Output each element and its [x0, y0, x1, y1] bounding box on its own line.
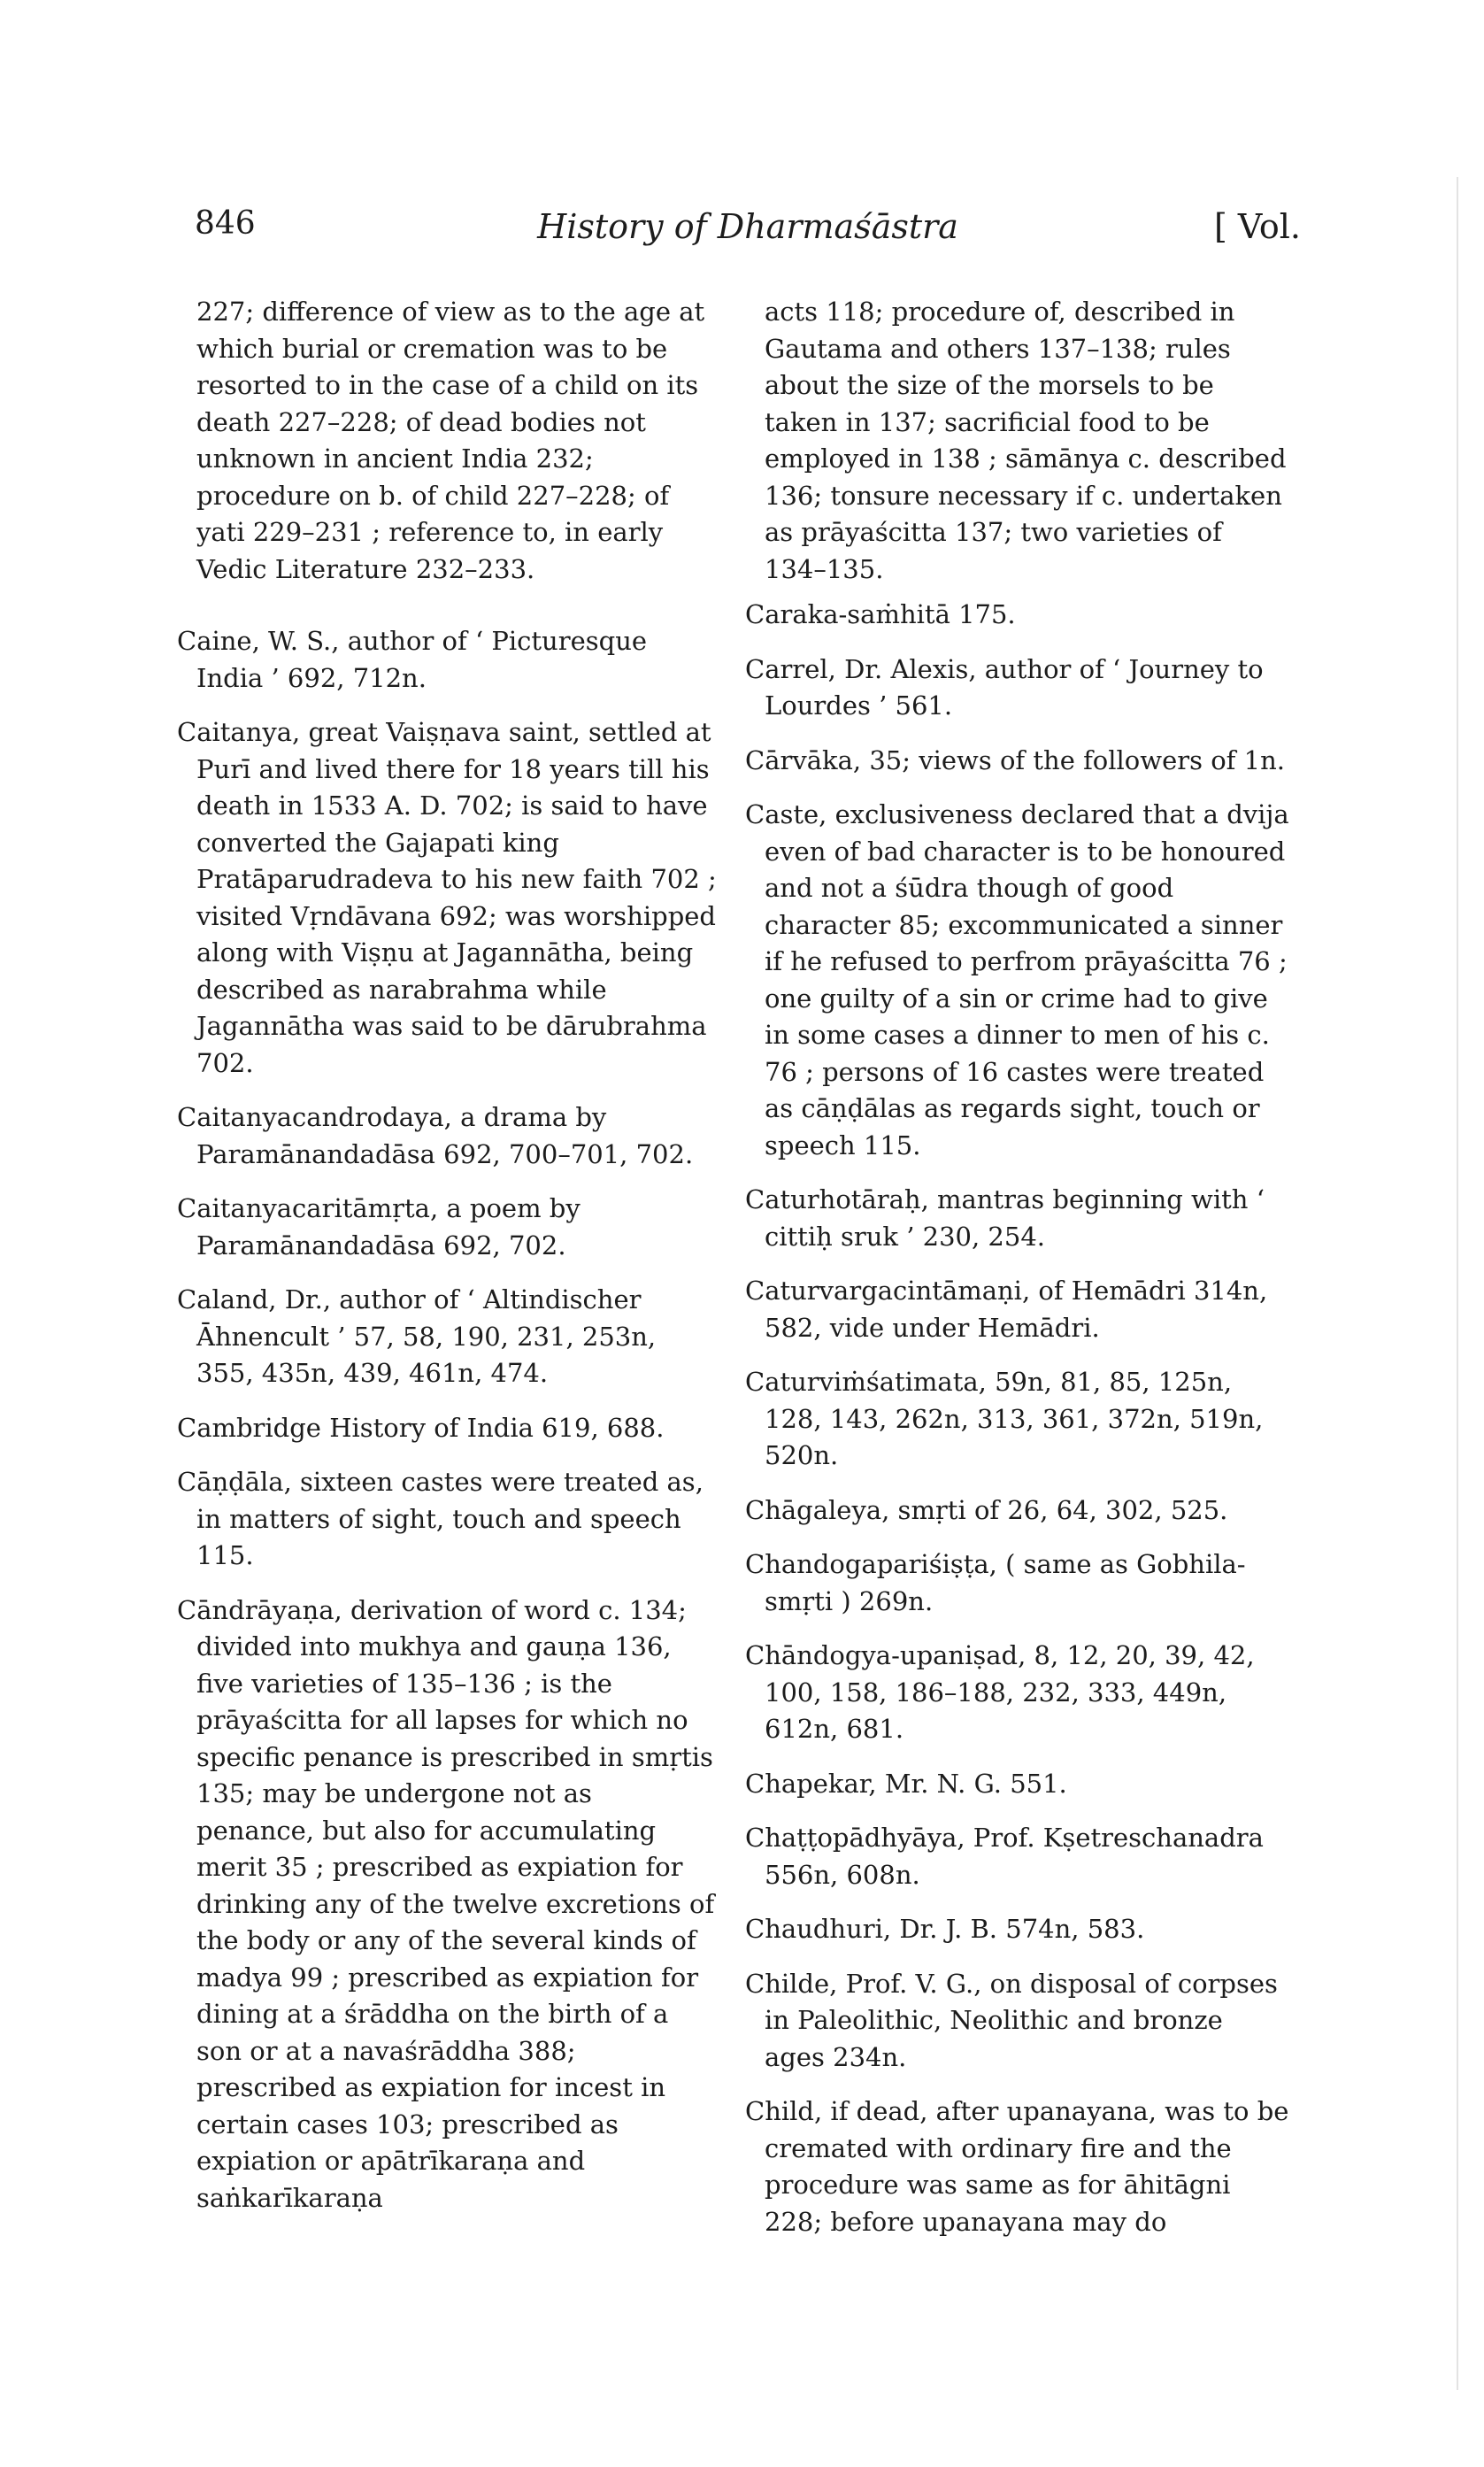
index-entry: Caste, exclusiveness declared that a dvija even of bad character is to be honoured and not a śūdra though of good character 85; excommunicated a sinner if he refused to perfrom prāyaścitta 76 ; one guilty of a sin or crime had to give in some cases a dinner to men of his c. 76 ; persons of 16 castes were treated as cāṇḍālas as regards sight, touch or speech 115. [745, 799, 1289, 1160]
volume-label: [ Vol. [1214, 207, 1301, 246]
page-number: 846 [195, 205, 256, 242]
index-entry: Cārvāka, 35; views of the followers of 1n. [745, 744, 1285, 775]
scan-edge-line [1457, 177, 1458, 2390]
index-entry: Cāṇḍāla, sixteen castes were treated as, in matters of sight, touch and speech 115. [177, 1467, 704, 1570]
index-entry: Chaṭṭopādhyāya, Prof. Kṣetreschanadra 556n, 608n. [745, 1823, 1264, 1890]
index-entry: Chāndogya-upaniṣad, 8, 12, 20, 39, 42, 100, 158, 186–188, 232, 333, 449n, 612n, 681. [745, 1640, 1255, 1744]
index-entry: Caine, W. S., author of ‘ Picturesque India ’ 692, 712n. [177, 626, 648, 693]
index-entry: Caitanyacandrodaya, a drama by Paramānandadāsa 692, 700–701, 702. [177, 1102, 694, 1169]
index-entry: Caturviṁśatimata, 59n, 81, 85, 125n, 128, 143, 262n, 313, 361, 372n, 519n, 520n. [745, 1367, 1264, 1470]
index-entry-continued: 227; difference of view as to the age at which burial or cremation was to be resorted to in the case of a child on its death 227–228; of dead bodies not unknown in ancient India 232; procedure on b. of child 227–228; of yati 229–231 ; reference to, in early Vedic Literature 232–233. [196, 297, 705, 584]
index-entry: Caturvargacintāmaṇi, of Hemādri 314n, 582, vide under Hemādri. [745, 1276, 1268, 1343]
index-entry: Caland, Dr., author of ‘ Altindischer Āhnencult ’ 57, 58, 190, 231, 253n, 355, 435n, 439, 461n, 474. [177, 1284, 657, 1388]
index-entry: Caraka-saṁhitā 175. [745, 599, 1016, 629]
index-entry: Chāgaleya, smṛti of 26, 64, 302, 525. [745, 1494, 1228, 1525]
index-entry: Carrel, Dr. Alexis, author of ‘ Journey to Lourdes ’ 561. [745, 653, 1264, 721]
running-title: History of Dharmaśāstra [537, 207, 958, 246]
index-entry-continued: acts 118; procedure of, described in Gautama and others 137–138; rules about the size of the morsels to be taken in 137; sacrificial food to be employed in 138 ; sāmānya c. described 136; tonsure necessary if c. undertaken as prāyaścitta 137; two varieties of 134–135. [765, 297, 1287, 584]
index-entry: Chapekar, Mr. N. G. 551. [745, 1768, 1067, 1799]
index-entry: Caitanyacaritāmṛta, a poem by Paramānandadāsa 692, 702. [177, 1193, 581, 1260]
index-entry: Chaudhuri, Dr. J. B. 574n, 583. [745, 1914, 1145, 1944]
index-entry: Caitanya, great Vaiṣṇava saint, settled at Purī and lived there for 18 years till his death in 1533 A. D. 702; is said to have converted the Gajapati king Pratāparudradeva to his new faith 702 ; visited Vṛndāvana 692; was worshipped along with Viṣṇu at Jagannātha, being described as narabrahma while Jagannātha was said to be dārubrahma 702. [177, 717, 717, 1078]
right-column [745, 294, 1289, 2258]
index-entry: Childe, Prof. V. G., on disposal of corpses in Paleolithic, Neolithic and bronze ages 234n. [745, 1968, 1278, 2072]
index-entry: Caturhotāraḥ, mantras beginning with ‘ cittiḥ sruk ’ 230, 254. [745, 1184, 1265, 1252]
index-entry: Chandogapariśiṣṭa, ( same as Gobhila-smṛti ) 269n. [745, 1549, 1246, 1616]
left-column [177, 294, 717, 2234]
page-header [195, 205, 1301, 267]
index-entry: Cambridge History of India 619, 688. [177, 1412, 665, 1443]
index-entry: Child, if dead, after upanayana, was to be cremated with ordinary fire and the procedure was same as for āhitāgni 228; before upanayana may do [745, 2096, 1289, 2237]
index-entry: Cāndrāyaṇa, derivation of word c. 134; divided into mukhya and gauṇa 136, five varieties of 135–136 ; is the prāyaścitta for all lapses for which no specific penance is prescribed in smṛtis 135; may be undergone not as penance, but also for accumulating merit 35 ; prescribed as expiation for drinking any of the twelve excretions of the body or any of the several kinds of madya 99 ; prescribed as expiation for dining at a śrāddha on the birth of a son or at a navaśrāddha 388; prescribed as expiation for incest in certain cases 103; prescribed as expiation or apātrīkaraṇa and saṅkarīkaraṇa [177, 1594, 715, 2213]
